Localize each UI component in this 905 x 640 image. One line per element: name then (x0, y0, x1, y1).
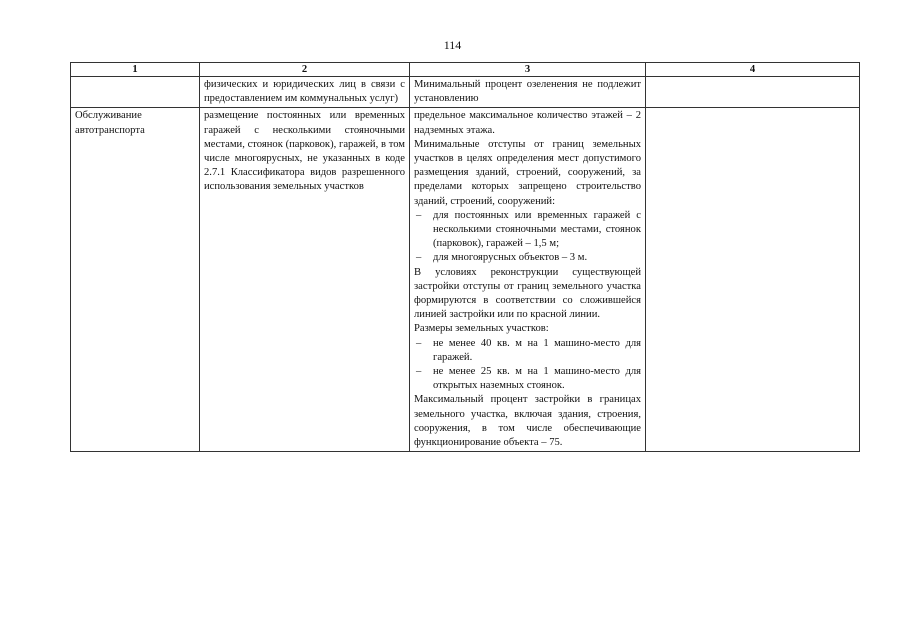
list-item: – для постоянных или временных гаражей с несколькими стояночными местами, стоянок (парковок), гаражей – 1,5 м; (414, 209, 641, 252)
header-row (71, 63, 860, 77)
row2-col4 (646, 108, 860, 452)
table-row (71, 77, 860, 108)
col3-paragraph-plot-sizes: Размеры земельных участков: (414, 323, 549, 335)
row1-col3: Минимальный процент озеленения не подлежит установлению (410, 77, 646, 108)
regulations-table (70, 62, 860, 452)
row1-col4 (646, 77, 860, 108)
setbacks-list (414, 209, 641, 266)
row1-col1 (71, 77, 200, 108)
header-col-2: 2 (200, 63, 410, 77)
col3-paragraph-floors: предельное максимальное количество этажей – 2 надземных этажа. (414, 110, 641, 136)
list-item: – для многоярусных объектов – 3 м. (414, 251, 641, 265)
col3-paragraph-setbacks: Минимальные отступы от границ земельных участков в целях определения мест допустимого размещения зданий, строений, сооружений, за пределами которых запрещено строительство зданий, строений, сооружений: (414, 138, 641, 207)
col3-paragraph-reconstruction: В условиях реконструкции существующей застройки отступы от границ земельного участка формируются в соответствии со сложившейся линией застройки или по красной линии. (414, 266, 641, 321)
row2-col1: Обслуживание автотранспорта (71, 108, 200, 452)
header-col-1: 1 (71, 63, 200, 77)
list-item: – не менее 25 кв. м на 1 машино-место для открытых наземных стоянок. (414, 365, 641, 393)
header-col-3: 3 (410, 63, 646, 77)
row1-col2: физических и юридических лиц в связи с предоставлением им коммунальных услуг) (200, 77, 410, 108)
list-item: – не менее 40 кв. м на 1 машино-место для гаражей. (414, 337, 641, 365)
plot-sizes-list (414, 337, 641, 394)
page-number: 114 (443, 38, 462, 52)
row2-col3 (410, 108, 646, 452)
header-col-4: 4 (646, 63, 860, 77)
col3-paragraph-coverage: Максимальный процент застройки в границах земельного участка, включая здания, строения, сооружения, в том числе обеспечивающие функционирование объекта – 75. (414, 394, 641, 449)
table-row (71, 108, 860, 452)
row2-col2: размещение постоянных или временных гаражей с несколькими стояночными местами, стоянок (парковок), гаражей, в том числе многоярусных, не указанных в коде 2.7.1 Классификатора видов разрешенного использования земельных участков (200, 108, 410, 452)
